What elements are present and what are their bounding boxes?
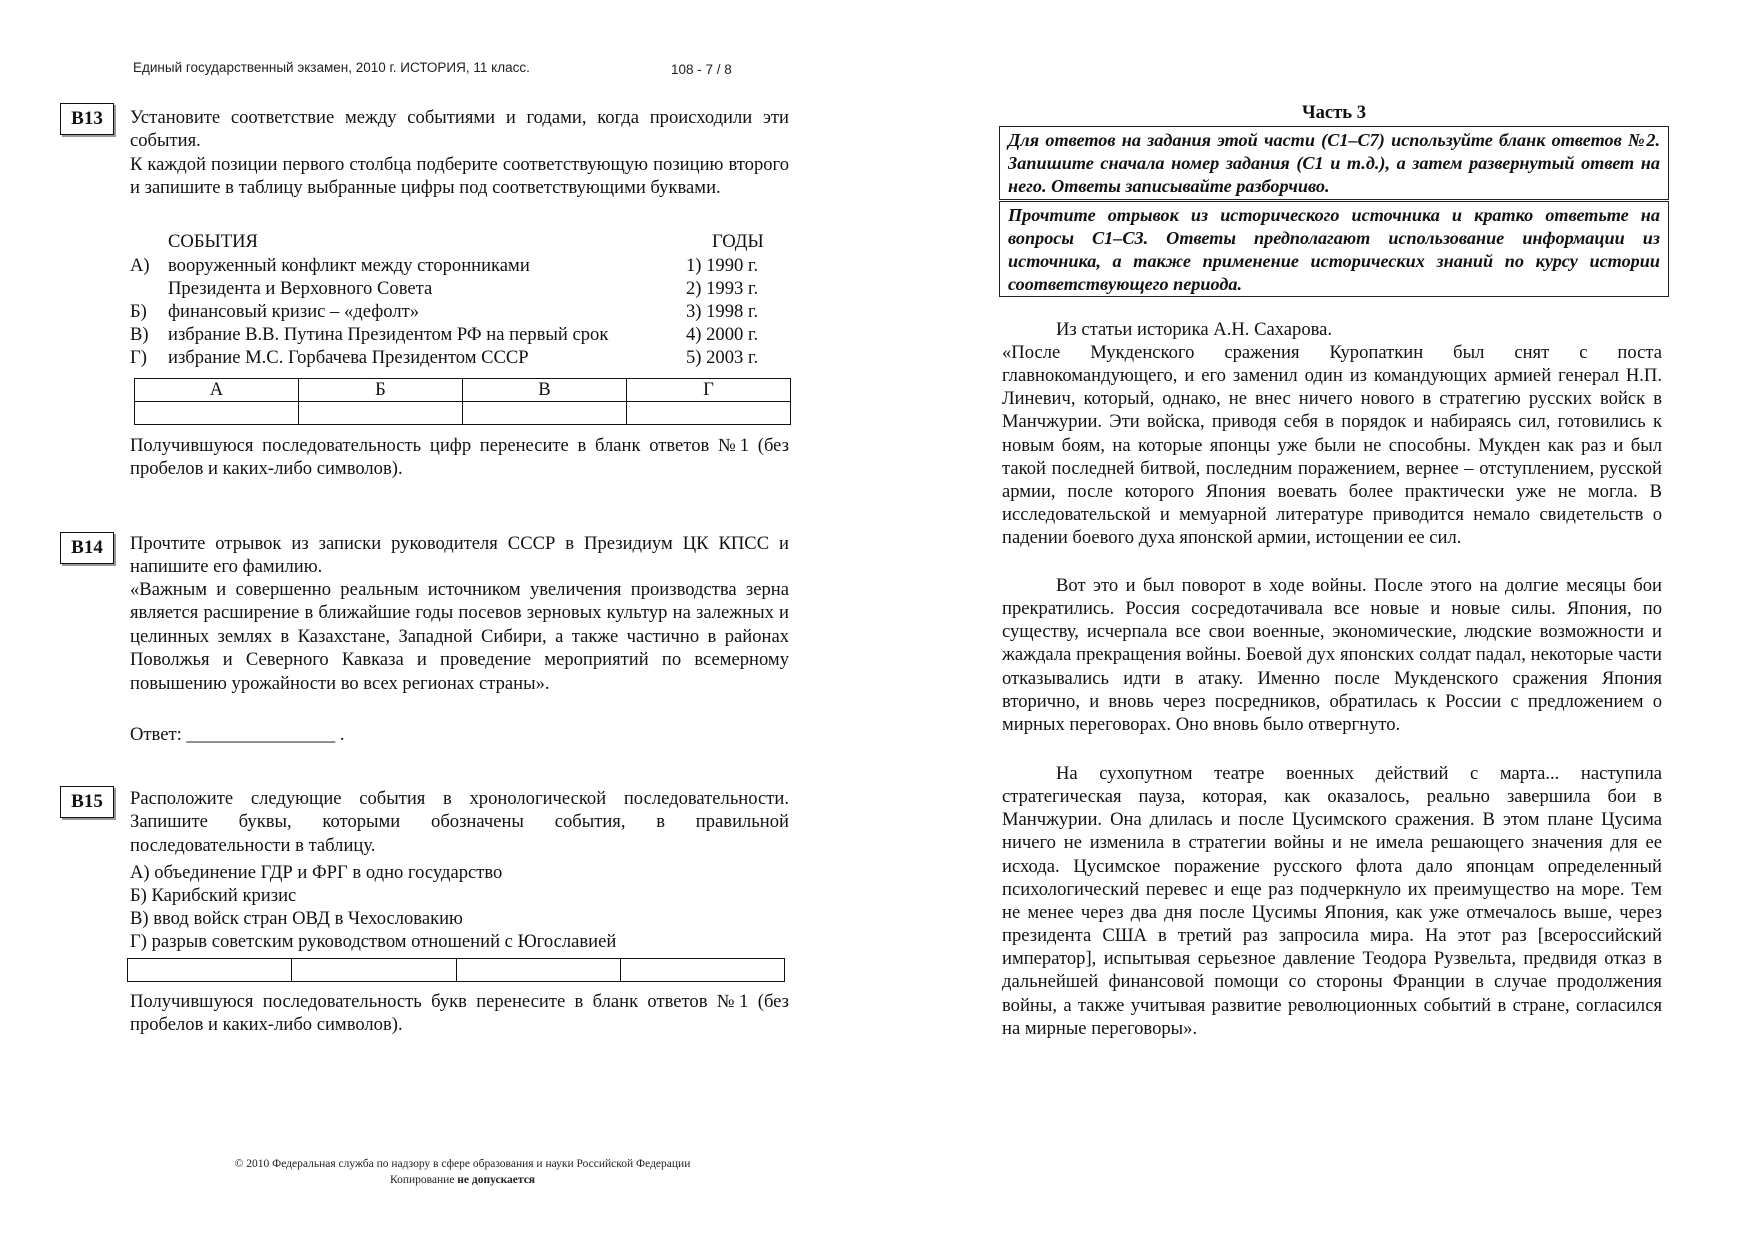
b13-event-letter: В) bbox=[130, 324, 149, 345]
footer bbox=[0, 1156, 925, 1188]
part3-task-box bbox=[999, 201, 1669, 297]
footer-copy-prefix: Копирование bbox=[389, 1174, 458, 1186]
b13-event-text: избрание М.С. Горбачева Президентом СССР bbox=[168, 347, 529, 368]
b15-answer-table bbox=[127, 958, 785, 982]
b13-outro: Получившуюся последовательность цифр перенесите в бланк ответов №1 (без пробелов и каких-либо символов). bbox=[130, 435, 789, 480]
b13-year: 3) 1998 г. bbox=[686, 301, 759, 322]
b13-year: 4) 2000 г. bbox=[686, 324, 759, 345]
b15-answer-cell[interactable] bbox=[292, 959, 456, 982]
b15-item: Б) Карибский кризис bbox=[130, 885, 297, 906]
b15-answer-cell[interactable] bbox=[128, 959, 292, 982]
b13-event-letter: А) bbox=[130, 255, 150, 276]
b13-table-header: Б bbox=[299, 379, 463, 402]
b13-events-header: СОБЫТИЯ bbox=[168, 231, 258, 252]
question-label-b15: B15 bbox=[60, 786, 114, 818]
footer-copy-bold: не допускается bbox=[457, 1174, 536, 1186]
b13-table-header: А bbox=[135, 379, 299, 402]
part3-instructions-box bbox=[999, 126, 1669, 200]
b13-event-letter: Б) bbox=[130, 301, 147, 322]
page-header bbox=[133, 60, 732, 77]
source-paragraph-2: Вот это и был поворот в ходе войны. После этого на долгие месяцы бои прекратились. Россия сосредотачивала все новые и новые силы. Япония, по существу, исчерпала все свои военные, экономические, людские возможности и жаждала прекращения войны. Боевой дух японских солдат падал, некоторые части отказывались идти в атаку. Именно после Мукденского сражения Япония вторично, и вновь через посредников, обратилась к России с предложением о мирных переговорах. Оно вновь было отвергнуто. bbox=[1002, 575, 1662, 735]
b14-answer-line[interactable]: Ответ: ________________ . bbox=[130, 724, 345, 745]
b13-intro-1: Установите соответствие между событиями и годами, когда происходили эти события. bbox=[130, 107, 789, 152]
b13-event-text: финансовый кризис – «дефолт» bbox=[168, 301, 420, 322]
footer-copyright: © 2010 Федеральная служба по надзору в сфере образования и науки Российской Федерации bbox=[234, 1158, 691, 1170]
source-paragraph-1: «После Мукденского сражения Куропаткин был снят с поста главнокомандующего, и его заменил один из командующих армией генерал Н.П. Линевич, который, однако, не внес ничего нового в стратегию русских войск в Манчжурии. Эти войска, приводя себя в порядок и набираясь сил, готовились к новым боям, на которые японцы уже были не способны. Мукден как раз и был такой последней битвой, последним поражением, вернее – отступлением, русской армии, после которого Япония воевать более практически уже не могла. В исследовательской и мемуарной литературе приводится немало свидетельств о падении боевого духа японской армии, истощении ее сил. bbox=[1002, 342, 1662, 549]
b13-table-header: Г bbox=[627, 379, 791, 402]
b15-item: Г) разрыв советским руководством отношений с Югославией bbox=[130, 931, 617, 952]
page-number: 108 - 7 / 8 bbox=[671, 62, 732, 77]
b13-event-letter: Г) bbox=[130, 347, 147, 368]
header-title: Единый государственный экзамен, 2010 г. ИСТОРИЯ, 11 класс. bbox=[133, 60, 530, 75]
b13-answer-cell[interactable] bbox=[463, 402, 627, 425]
question-label-b14: B14 bbox=[60, 532, 114, 564]
b13-answer-cell[interactable] bbox=[299, 402, 463, 425]
footer-copy-notice bbox=[0, 1172, 925, 1188]
b15-item: А) объединение ГДР и ФРГ в одно государство bbox=[130, 862, 503, 883]
b13-year: 1) 1990 г. bbox=[686, 255, 759, 276]
b15-item: В) ввод войск стран ОВД в Чехословакию bbox=[130, 908, 463, 929]
b13-answer-table bbox=[134, 378, 791, 425]
question-label-b13: B13 bbox=[60, 103, 114, 135]
b13-year: 5) 2003 г. bbox=[686, 347, 759, 368]
b15-outro: Получившуюся последовательность букв перенесите в бланк ответов №1 (без пробелов и каких-либо символов). bbox=[130, 991, 789, 1036]
source-attribution: Из статьи историка А.Н. Сахарова. bbox=[1056, 319, 1333, 340]
source-paragraph-3: На сухопутном театре военных действий с марта... наступила стратегическая пауза, которая, как оказалось, реально завершила бои в Манчжурии. Она длилась и после Цусимского сражения. В этом плане Цусима ничего не изменила в стратегии войны и не имела решающего значения для ее исхода. Цусимское поражение русского флота дало японцам определенный психологический перевес и еще раз подчеркнуло их преимущество на море. Тем не менее через два дня после Цусимы Япония, как уже отмечалось выше, через президента США в третий раз запросила мира. На этот раз [всероссийский император], испытывая серьезное давление Теодора Рузвельта, предвидя отказ в дальнейшей финансовой помощи со стороны Франции в случае продолжения войны, а также учитывая развитие революционных событий в стране, согласился на мирные переговоры». bbox=[1002, 763, 1662, 1039]
b13-answer-cell[interactable] bbox=[135, 402, 299, 425]
b13-event-text: вооруженный конфликт между сторонниками bbox=[168, 255, 530, 276]
b14-quote: «Важным и совершенно реальным источником увеличения производства зерна является расширение в ближайшие годы посевов зерновых культур на залежных и целинных землях в Казахстане, Западной Сибири, а также частично в районах Поволжья и Северного Кавказа и проведение мероприятий по всемерному повышению урожайности во всех регионах страны». bbox=[130, 579, 789, 694]
b15-intro: Расположите следующие события в хронологической последовательности. Запишите буквы, которыми обозначены события, в правильной последовательности в таблицу. bbox=[130, 788, 789, 856]
b14-intro: Прочтите отрывок из записки руководителя СССР в Президиум ЦК КПСС и напишите его фамилию. bbox=[130, 533, 789, 578]
b13-year: 2) 1993 г. bbox=[686, 278, 759, 299]
b13-event-text: Президента и Верховного Совета bbox=[168, 278, 433, 299]
b13-answer-cell[interactable] bbox=[627, 402, 791, 425]
b13-intro-2: К каждой позиции первого столбца подберите соответствующую позицию второго и запишите в таблицу выбранные цифры под соответствующими буквами. bbox=[130, 154, 789, 199]
b13-event-text: избрание В.В. Путина Президентом РФ на первый срок bbox=[168, 324, 609, 345]
part3-title: Часть 3 bbox=[1301, 102, 1367, 123]
b15-answer-cell[interactable] bbox=[620, 959, 784, 982]
part3-instructions-text: Для ответов на задания этой части (С1–С7) используйте бланк ответов №2. Запишите сначала номер задания (С1 и т.д.), а затем развернутый ответ на него. Ответы записывайте разборчиво. bbox=[1008, 130, 1660, 196]
b13-years-header: ГОДЫ bbox=[712, 231, 764, 252]
b13-table-header: В bbox=[463, 379, 627, 402]
part3-task-text: Прочтите отрывок из исторического источника и кратко ответьте на вопросы С1–С3. Ответы предполагают использование информации из источника, а также применение исторических знаний по курсу истории соответствующего периода. bbox=[1008, 205, 1660, 294]
b15-answer-cell[interactable] bbox=[456, 959, 620, 982]
